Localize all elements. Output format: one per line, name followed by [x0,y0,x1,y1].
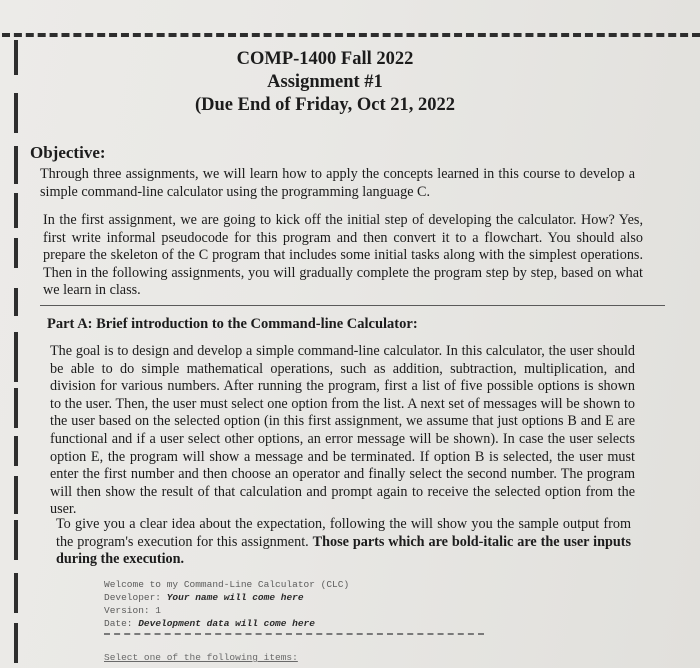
date-value: Development data will come here [138,618,315,629]
part-a-paragraph-1: The goal is to design and develop a simple command-line calculator. In this calculator, the user should be able to do simple mathematical operations, such as addition, subtraction, multiplication, and division for various numbers. After running the program, first a list of five possible options is shown to the user. Then, the user must select one option from the list. A next set of messages will be shown to the user based on the selected option (in this first assignment, we assume that just options B and E are functional and if a user select other options, an error message will be shown). In case the user selects option E, the program will show a message and be terminated. If option B is selected, the user must enter the first number and then choose an operator and finally select the second number. The program will then show the result of that calculation and prompt again to receive the selected option from the user. [50,343,635,518]
sample-line-date [104,617,349,630]
sample-line-select: Select one of the following items: [104,652,298,663]
margin-line [14,573,18,613]
margin-line [14,623,18,663]
objective-heading: Objective: [30,143,106,162]
top-dashed-border [2,33,700,37]
part-a-heading: Part A: Brief introduction to the Command-line Calculator: [47,316,418,332]
margin-line [14,193,18,228]
margin-line [14,146,18,184]
part-a-paragraph-2-bold: Those parts which are bold-italic are the user inputs during the execution. [56,533,631,568]
sample-output-block [104,578,349,630]
sample-line-version: Version: 1 [104,605,162,616]
course-title: COMP-1400 Fall 2022 [236,49,414,69]
sample-line-developer [104,591,349,604]
margin-line [14,288,18,316]
due-date: (Due End of Friday, Oct 21, 2022 [194,95,456,115]
margin-line [14,388,18,428]
developer-label: Developer: [104,592,162,603]
sample-line-welcome: Welcome to my Command-Line Calculator (CLC) [104,579,350,590]
sample-output-separator [104,633,484,635]
margin-line [14,476,18,514]
objective-paragraph-1: Through three assignments, we will learn how to apply the concepts learned in this course to develop a simple command-line calculator using the programming language C. [40,166,635,200]
document-header [0,48,700,117]
developer-value: Your name will come here [166,592,304,603]
part-a-paragraph-2 [56,516,631,569]
part-a-paragraph-2-normal: To give you a clear idea about the expectation, following the will show you the sample output from the program's execution for this assignment. [56,516,631,550]
margin-line [14,436,18,466]
margin-line [14,332,18,382]
section-divider [40,305,665,306]
objective-paragraph-2: In the first assignment, we are going to kick off the initial step of developing the calculator. How? Yes, first write informal pseudocode for this program and then convert it to a flowchart. You should also prepare the skeleton of the C program that includes some initial tasks along with the simplest operations. Then in the following assignments, you will gradually complete the program step by step, based on what we learn in class. [43,212,643,299]
margin-line [14,238,18,268]
assignment-title: Assignment #1 [267,72,383,92]
margin-line [14,520,18,560]
date-label: Date: [104,618,133,629]
